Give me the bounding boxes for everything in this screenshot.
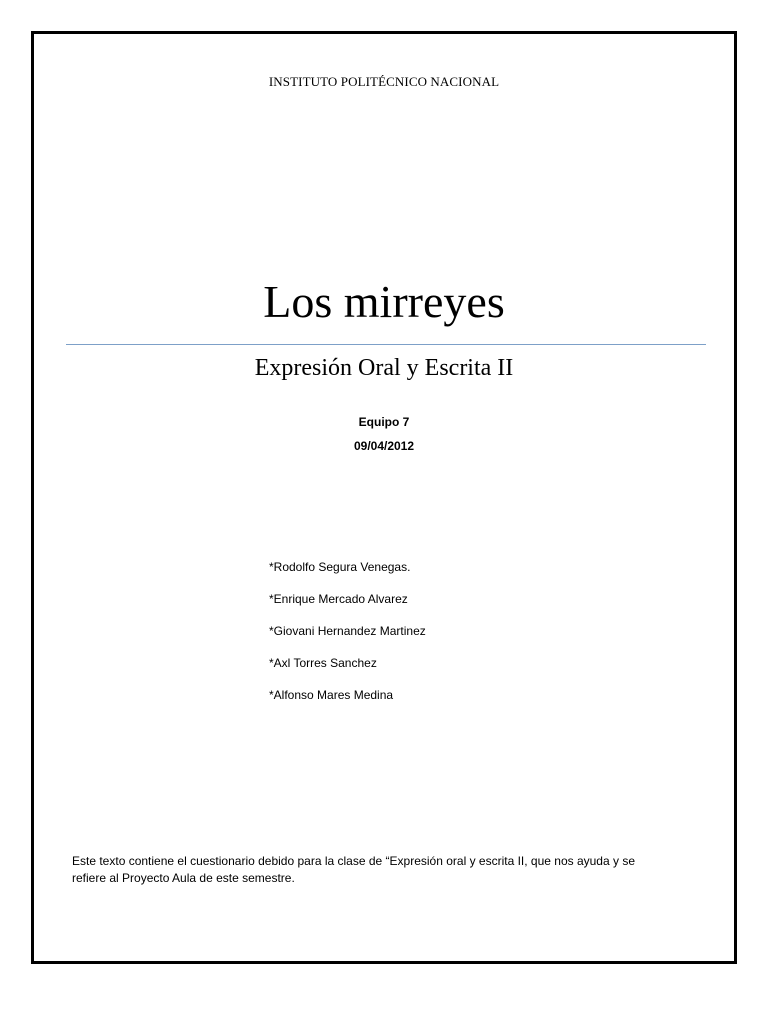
institution-name: INSTITUTO POLITÉCNICO NACIONAL (268, 74, 500, 89)
document-title: Los mirreyes (263, 276, 505, 327)
member-item: *Alfonso Mares Medina (269, 688, 394, 702)
team-label: Equipo 7 (358, 415, 410, 429)
member-item: *Enrique Mercado Alvarez (269, 592, 408, 606)
members-list (269, 559, 426, 719)
document-date: 09/04/2012 (353, 439, 415, 453)
title-divider (66, 344, 706, 345)
document-description: Este texto contiene el cuestionario debido para la clase de “Expresión oral y escrita II, que nos ayuda y se refiere al Proyecto Aula de este semestre. (72, 854, 635, 885)
member-item: *Giovani Hernandez Martinez (269, 624, 426, 638)
document-subtitle: Expresión Oral y Escrita II (254, 355, 514, 381)
member-item: *Rodolfo Segura Venegas. (269, 560, 411, 574)
page-frame (31, 31, 737, 964)
member-item: *Axl Torres Sanchez (269, 656, 377, 670)
